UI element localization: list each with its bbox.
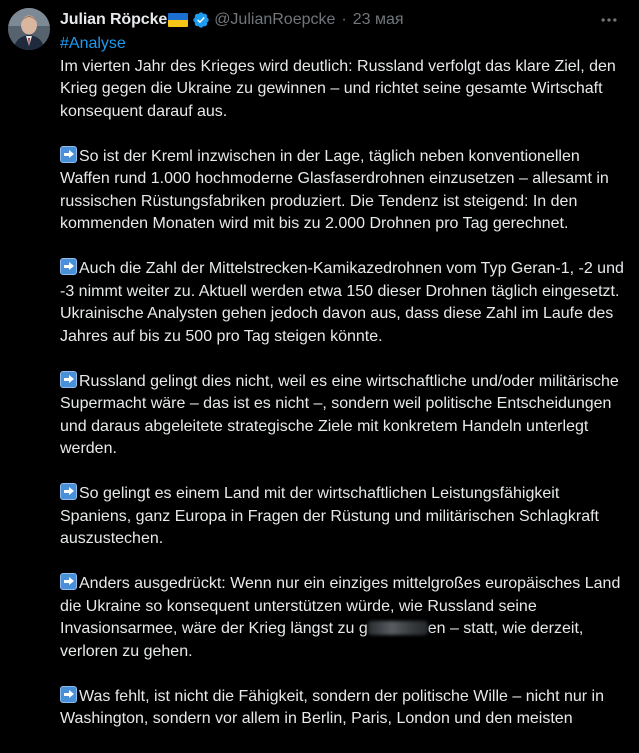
ukraine-flag-icon (168, 13, 188, 27)
right-arrow-emoji-icon (60, 258, 77, 275)
more-options-icon (599, 10, 619, 30)
right-arrow-emoji-icon (60, 573, 77, 590)
paragraph-text: Auch die Zahl der Mittelstrecken-Kamikazedrohnen vom Typ Geran-1, -2 und -3 nimmt weiter zu. Aktuell werden etwa 150 dieser Drohnen täglich eingesetzt. Ukrainische Analysten gehen jedoch davon aus, dass diese Zahl im Laufe des Jahres auf bis zu 500 pro Tag steigen könnte. (60, 260, 624, 345)
right-arrow-emoji-icon (60, 483, 77, 500)
paragraph-text-start: Anders ausgedrückt: Wenn nur ein einziges mittelgroßes europäisches Land die Ukraine so konsequent unterstützen würde, wie Russland seine Invasionsarmee, wäre der Krieg längst zu g (60, 575, 621, 637)
paragraph-will (60, 686, 632, 731)
paragraph-text: Was fehlt, ist nicht die Fähigkeit, sondern der politische Wille – nicht nur in Washington, sondern vor allem in Berlin, Paris, London und den meisten (60, 687, 604, 727)
paragraph-text: Russland gelingt dies nicht, weil es eine wirtschaftliche und/oder militärische Supermacht wäre – das ist es nicht –, sondern weil politische Entscheidungen und daraus abgeleitete strategische Ziele mit konkretem Handeln unterlegt werden. (60, 372, 619, 457)
right-arrow-emoji-icon (60, 371, 77, 388)
paragraph-text: So ist der Kreml inzwischen in der Lage, täglich neben konventionellen Waffen rund 1.000 hochmoderne Glasfaserdrohnen einzusetzen – allesamt in russischen Rüstungsfabriken produziert. Die Tendenz ist steigend: In den kommenden Monaten wird mit bis zu 2.000 Drohnen pro Tag gerechnet. (60, 147, 609, 232)
right-arrow-emoji-icon (60, 146, 77, 163)
obscured-text (368, 621, 428, 635)
paragraph-kamikaze (60, 258, 632, 348)
paragraph-politics (60, 371, 632, 461)
paragraph-europe (60, 573, 632, 663)
paragraph-text: So gelingt es einem Land mit der wirtschaftlichen Leistungsfähigkeit Spaniens, ganz Europa in Fragen der Rüstung und militärischen Schlagkraft auszustechen. (60, 485, 599, 547)
paragraph-text-end: en – statt, wie derzeit, verloren zu gehen. (60, 620, 584, 660)
timestamp[interactable]: 23 мая (352, 11, 404, 28)
separator-dot: · (341, 11, 347, 28)
paragraph-spain (60, 483, 632, 551)
tweet-header (60, 9, 404, 31)
hashtag-link[interactable]: #Analyse (60, 35, 126, 52)
right-arrow-emoji-icon (60, 686, 77, 703)
verified-badge-icon[interactable] (192, 11, 210, 29)
avatar[interactable] (8, 8, 50, 50)
paragraph-drones (60, 146, 632, 236)
more-options-button[interactable] (597, 8, 621, 32)
author-name[interactable]: Julian Röpcke (60, 11, 168, 28)
author-handle[interactable]: @JulianRoepcke (214, 11, 336, 28)
paragraph-text: Im vierten Jahr des Krieges wird deutlich: Russland verfolgt das klare Ziel, den Krieg gegen die Ukraine zu gewinnen – und richtet seine gesamte Wirtschaft konsequent darauf aus. (60, 57, 616, 120)
tweet-text (60, 33, 632, 753)
paragraph-intro (60, 56, 632, 124)
